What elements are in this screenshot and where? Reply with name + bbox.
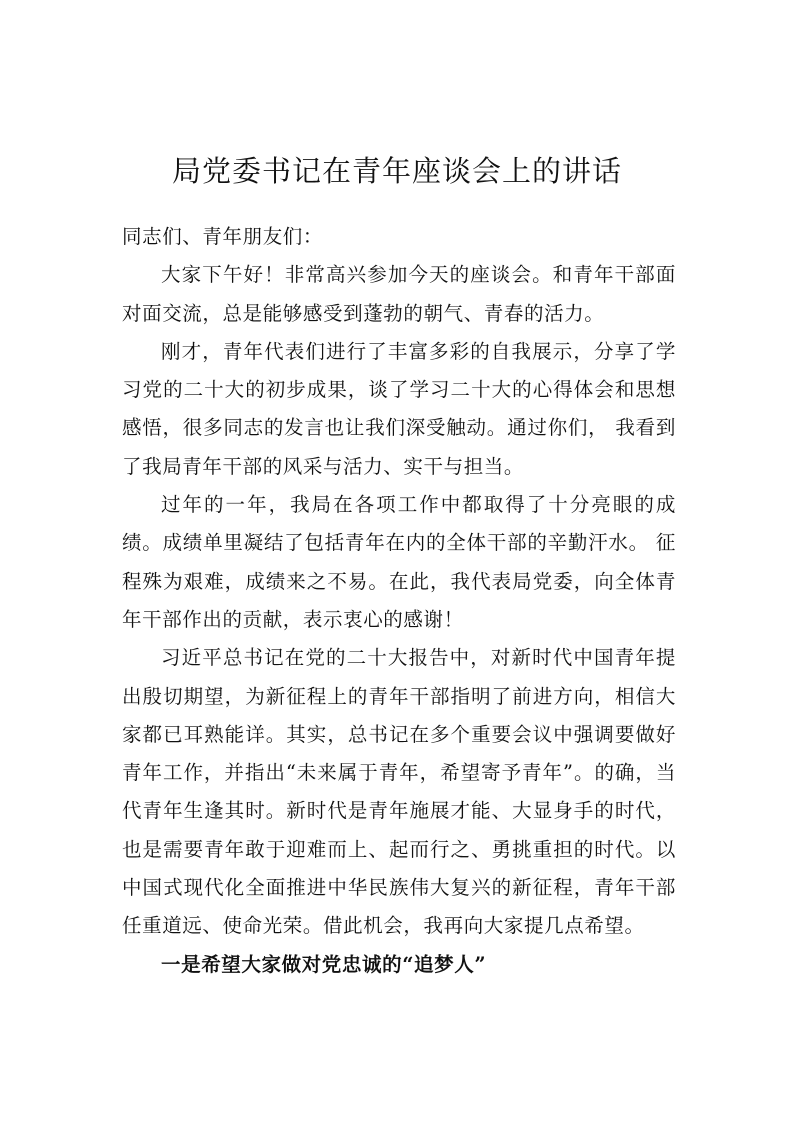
salutation: 同志们、青年朋友们： (122, 225, 324, 248)
paragraph-greeting: 大家下午好！非常高兴参加今天的座谈会。和青年干部面对面交流，总是能够感受到蓬勃的朝气、青春的活力。 (122, 263, 676, 325)
document-title: 局党委书记在青年座谈会上的讲话 (171, 154, 622, 189)
section-heading: 一是希望大家做对党忠诚的“追梦人” (161, 952, 487, 976)
document-body (122, 218, 676, 984)
paragraph-expectations: 习近平总书记在党的二十大报告中，对新时代中国青年提出殷切期望，为新征程上的青年干部指明了前进方向，相信大家都已耳熟能详。其实，总书记在多个重要会议中强调要做好青年工作，并指出“未来属于青年，希望寄予青年”。的确，当代青年生逢其时。新时代是青年施展才能、大显身手的时代，也是需要青年敢于迎难而上、起而行之、勇挑重担的时代。以中国式现代化全面推进中华民族伟大复兴的新征程，青年干部任重道远、使命光荣。借此机会，我再向大家提几点希望。 (122, 646, 676, 938)
paragraph-youth-showcase: 刚才，青年代表们进行了丰富多彩的自我展示，分享了学习党的二十大的初步成果，谈了学习二十大的心得体会和思想感悟，很多同志的发言也让我们深受触动。通过你们， 我看到了我局青年干部的风采与活力、实干与担当。 (122, 339, 676, 478)
paragraph-achievements: 过年的一年，我局在各项工作中都取得了十分亮眼的成绩。成绩单里凝结了包括青年在内的全体干部的辛勤汗水。 征程殊为艰难，成绩来之不易。在此，我代表局党委，向全体青年干部作出的贡献，表示衷心的感谢！ (122, 493, 676, 631)
